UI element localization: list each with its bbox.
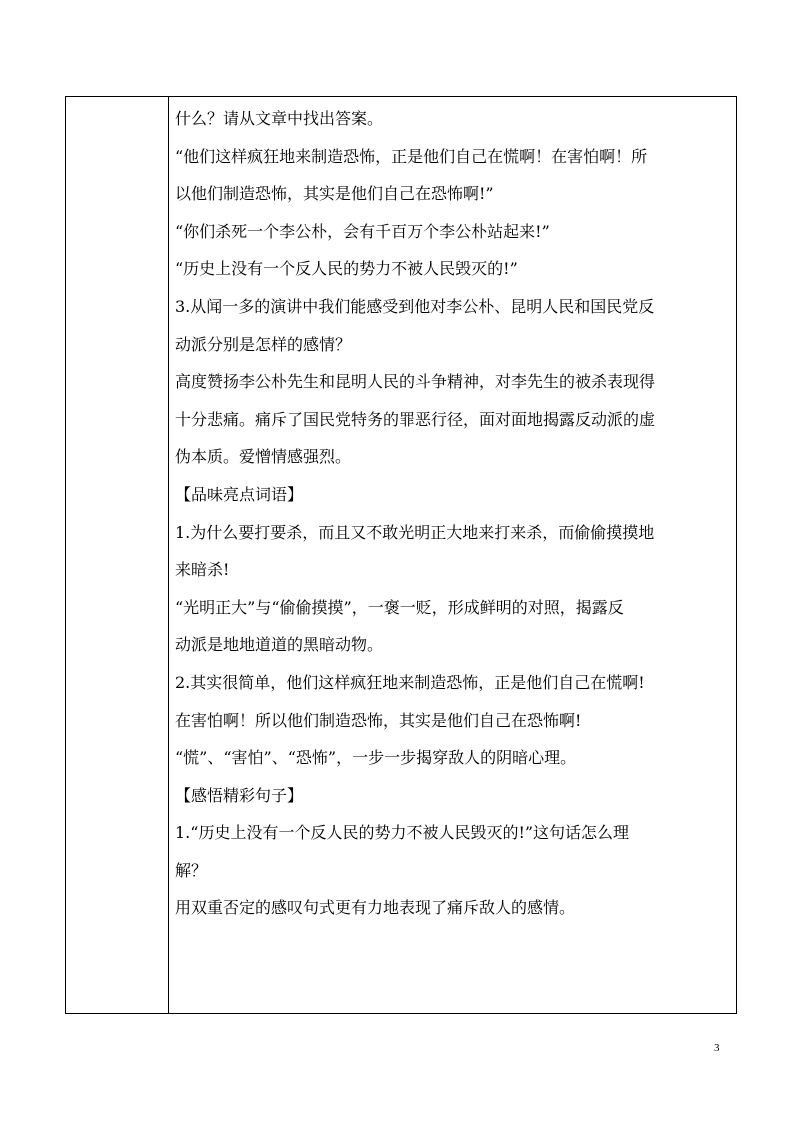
text-line: 伪本质。爱憎情感强烈。 [175, 447, 352, 467]
text-line: 动派分别是怎样的感情？ [175, 334, 352, 354]
text-line: “光明正大”与“偷偷摸摸”，一褒一贬，形成鲜明的对照，揭露反 [175, 597, 624, 617]
text-line: 用双重否定的感叹句式更有力地表现了痛斥敌人的感情。 [175, 898, 576, 918]
text-line: 动派是地地道道的黑暗动物。 [175, 635, 384, 655]
text-line: 3.从闻一多的演讲中我们能感受到他对李公朴、昆明人民和国民党反 [175, 296, 655, 316]
text-line: “慌”、“害怕”、“恐怖”，一步一步揭穿敌人的阴暗心理。 [175, 748, 577, 768]
text-line: 1.为什么要打要杀，而且又不敢光明正大地来打来杀，而偷偷摸摸地 [175, 522, 655, 542]
text-line: 什么？请从文章中找出答案。 [175, 109, 384, 128]
text-line: 解？ [175, 860, 208, 880]
section-heading: 【品味亮点词语】 [175, 484, 304, 504]
text-line: 十分悲痛。痛斥了国民党特务的罪恶行径，面对面地揭露反动派的虚 [175, 409, 656, 429]
text-line: 来暗杀! [175, 560, 230, 580]
text-line: “历史上没有一个反人民的势力不被人民毁灭的!” [175, 259, 518, 279]
table-content-cell [169, 97, 736, 1013]
lesson-table [65, 96, 737, 1014]
section-heading: 【感悟精彩句子】 [175, 785, 304, 805]
text-line: 高度赞扬李公朴先生和昆明人民的斗争精神，对李先生的被杀表现得 [175, 372, 656, 392]
text-line: 以他们制造恐怖，其实是他们自己在恐怖啊!” [175, 184, 494, 204]
text-line: 在害怕啊！所以他们制造恐怖，其实是他们自己在恐怖啊! [175, 710, 582, 730]
table-left-cell [66, 97, 169, 1013]
text-line: 2.其实很简单，他们这样疯狂地来制造恐怖，正是他们自己在慌啊! [175, 672, 645, 692]
text-line: “你们杀死一个李公朴，会有千百万个李公朴站起来!” [175, 221, 550, 241]
page-number: 3 [714, 1042, 720, 1054]
text-line: “他们这样疯狂地来制造恐怖，正是他们自己在慌啊！在害怕啊！所 [175, 146, 648, 166]
text-line: 1.“历史上没有一个反人民的势力不被人民毁灭的!”这句话怎么理 [175, 823, 630, 843]
